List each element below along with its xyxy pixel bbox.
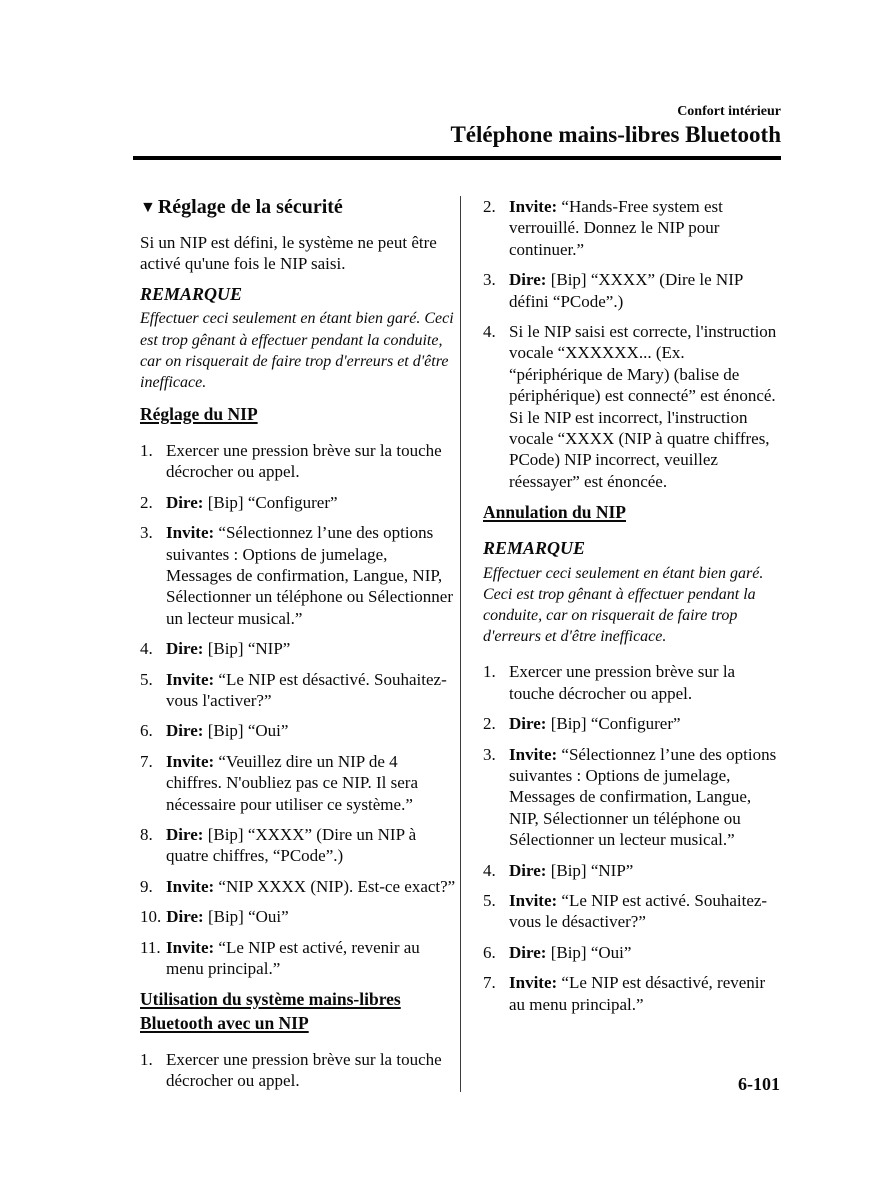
- step-text: [166, 906, 456, 927]
- step-number: 4.: [140, 639, 153, 659]
- step-prefix: Dire:: [166, 907, 204, 927]
- step-prefix: Invite:: [509, 891, 558, 911]
- step-number: 4.: [483, 860, 496, 880]
- intro-paragraph: Si un NIP est défini, le système ne peut être activé qu'une fois le NIP saisi.: [140, 233, 437, 274]
- step-text: [166, 824, 456, 867]
- column-divider: [460, 196, 461, 1092]
- note-label: REMARQUE: [140, 283, 243, 304]
- step-text: [509, 713, 780, 734]
- step-number: 3.: [140, 523, 153, 543]
- step-text: [166, 937, 456, 980]
- list-item: [140, 720, 456, 741]
- list-item: [140, 669, 456, 712]
- list-item: [140, 751, 456, 815]
- column-left: [140, 196, 456, 1100]
- subheading-reglage-du-nip: Réglage du NIP: [140, 403, 258, 424]
- step-number: 9.: [140, 876, 153, 896]
- step-text: [166, 638, 456, 659]
- step-prefix: Dire:: [166, 721, 204, 741]
- step-prefix: Invite:: [166, 876, 215, 896]
- step-number: 7.: [140, 751, 153, 771]
- step-number: 3.: [483, 744, 496, 764]
- step-text: [509, 744, 780, 851]
- step-text: [509, 661, 780, 704]
- list-item: [483, 269, 780, 312]
- step-number: 11.: [140, 937, 161, 957]
- step-prefix: Invite:: [509, 744, 558, 764]
- step-body: [Bip] “Oui”: [203, 721, 289, 741]
- step-number: 10.: [140, 907, 162, 927]
- step-body: Exercer une pression brève sur la touche décrocher ou appel.: [509, 662, 736, 703]
- step-body: [Bip] “Configurer”: [546, 714, 681, 734]
- step-text: [166, 440, 456, 483]
- step-body: “Le NIP est activé. Souhaitez-vous le désactiver?”: [509, 891, 768, 932]
- chapter-label: Confort intérieur: [677, 104, 781, 119]
- step-number: 2.: [483, 714, 496, 734]
- step-number: 6.: [140, 721, 153, 741]
- step-body: “Veuillez dire un NIP de 4 chiffres. N'oubliez pas ce NIP. Il sera nécessaire pour utiliser ce système.”: [166, 751, 418, 814]
- section-heading-label: Réglage de la sécurité: [157, 196, 343, 218]
- step-body: [Bip] “NIP”: [203, 639, 291, 659]
- step-text: [166, 492, 456, 513]
- step-prefix: Invite:: [166, 937, 215, 957]
- step-number: 6.: [483, 942, 496, 962]
- step-body: [Bip] “Configurer”: [203, 492, 338, 512]
- step-prefix: Dire:: [166, 639, 204, 659]
- step-prefix: Dire:: [166, 825, 204, 845]
- step-number: 3.: [483, 270, 496, 290]
- step-text: [509, 942, 780, 963]
- step-body: “Sélectionnez l’une des options suivantes : Options de jumelage, Messages de confirmation, Langue, NIP, Sélectionner un téléphone ou Sélectionner un lecteur musical.”: [509, 744, 777, 850]
- list-item: [140, 440, 456, 483]
- list-item: [140, 492, 456, 513]
- step-number: 8.: [140, 825, 153, 845]
- page-header: [133, 0, 781, 160]
- step-text: [166, 522, 456, 629]
- note-label: REMARQUE: [483, 538, 586, 559]
- step-prefix: Dire:: [509, 714, 547, 734]
- step-number: 1.: [483, 662, 496, 682]
- step-body: Si le NIP saisi est correcte, l'instruction vocale “XXXXXX... (Ex. “périphérique de Mary) (balise de périphérique) est connecté” est énoncé. Si le NIP est incorrect, l'instruction vocale “XXXX (NIP à quatre chiffres, PCode) NIP incorrect, veuillez réessayer” est énoncée.: [509, 322, 777, 491]
- step-prefix: Invite:: [166, 669, 215, 689]
- step-text: [509, 890, 780, 933]
- step-text: [166, 720, 456, 741]
- step-number: 1.: [140, 440, 153, 460]
- list-item: [140, 906, 456, 927]
- page-title: Téléphone mains-libres Bluetooth: [450, 122, 781, 148]
- list-item: [483, 972, 780, 1015]
- step-body: Exercer une pression brève sur la touche décrocher ou appel.: [166, 1049, 442, 1091]
- step-number: 7.: [483, 973, 496, 993]
- list-item: [483, 713, 780, 734]
- step-number: 1.: [140, 1049, 153, 1069]
- column-right: [483, 196, 780, 1100]
- step-text: [509, 321, 780, 492]
- step-body: [Bip] “Oui”: [546, 942, 632, 962]
- page-number: 6-101: [738, 1074, 780, 1094]
- step-prefix: Dire:: [509, 860, 547, 880]
- step-body: “NIP XXXX (NIP). Est-ce exact?”: [214, 876, 456, 896]
- step-prefix: Dire:: [166, 492, 204, 512]
- step-prefix: Invite:: [166, 751, 215, 771]
- step-prefix: Invite:: [509, 973, 558, 993]
- list-item: [140, 937, 456, 980]
- step-prefix: Dire:: [509, 942, 547, 962]
- list-item: [483, 744, 780, 851]
- list-item: [140, 638, 456, 659]
- step-number: 5.: [483, 891, 496, 911]
- step-text: [166, 876, 456, 897]
- step-body: “Le NIP est activé, revenir au menu principal.”: [166, 937, 420, 979]
- step-body: “Le NIP est désactivé, revenir au menu principal.”: [509, 973, 766, 1014]
- step-body: “Hands-Free system est verrouillé. Donnez le NIP pour continuer.”: [509, 197, 723, 259]
- step-number: 5.: [140, 669, 153, 689]
- step-number: 2.: [140, 492, 153, 512]
- note-text: Effectuer ceci seulement en étant bien garé. Ceci est trop gênant à effectuer pendant la conduite, car on risquerait de faire trop d'erreurs et d'être inefficace.: [140, 310, 454, 391]
- section-marker-icon: ▼: [140, 199, 156, 216]
- step-number: 2.: [483, 197, 496, 216]
- step-prefix: Invite:: [509, 197, 558, 216]
- list-item: [140, 522, 456, 629]
- step-body: [Bip] “XXXX” (Dire un NIP à quatre chiffres, “PCode”.): [166, 825, 417, 866]
- content-columns: [140, 196, 780, 1100]
- step-body: [Bip] “Oui”: [203, 907, 289, 927]
- step-text: [509, 972, 780, 1015]
- step-body: Exercer une pression brève sur la touche décrocher ou appel.: [166, 440, 442, 482]
- step-body: “Le NIP est désactivé. Souhaitez-vous l'activer?”: [166, 669, 447, 710]
- step-prefix: Dire:: [509, 270, 547, 290]
- list-item: [483, 890, 780, 933]
- list-item: [483, 196, 780, 260]
- step-text: [509, 196, 780, 260]
- subheading-utilisation-nip: Utilisation du système mains-libres Bluetooth avec un NIP: [140, 989, 401, 1033]
- step-text: [166, 669, 456, 712]
- list-item: [140, 876, 456, 897]
- step-number: 4.: [483, 322, 496, 342]
- step-text: [509, 269, 780, 312]
- step-text: [509, 860, 780, 881]
- section-heading: [140, 196, 456, 219]
- list-item: [483, 321, 780, 492]
- step-prefix: Invite:: [166, 523, 215, 543]
- step-body: [Bip] “NIP”: [546, 860, 634, 880]
- list-item: [483, 860, 780, 881]
- step-body: “Sélectionnez l’une des options suivantes : Options de jumelage, Messages de confirmation, Langue, NIP, Sélectionner un téléphone ou Sélectionner un lecteur musical.”: [166, 523, 454, 628]
- list-item: [483, 942, 780, 963]
- step-text: [166, 751, 456, 815]
- step-body: [Bip] “XXXX” (Dire le NIP défini “PCode”.): [509, 270, 743, 311]
- note-text: Effectuer ceci seulement en étant bien garé. Ceci est trop gênant à effectuer pendant la conduite, car on risquerait de faire trop d'erreurs et d'être inefficace.: [483, 564, 764, 646]
- subheading-annulation-du-nip: Annulation du NIP: [483, 502, 626, 523]
- list-item: [483, 661, 780, 704]
- list-item: [140, 824, 456, 867]
